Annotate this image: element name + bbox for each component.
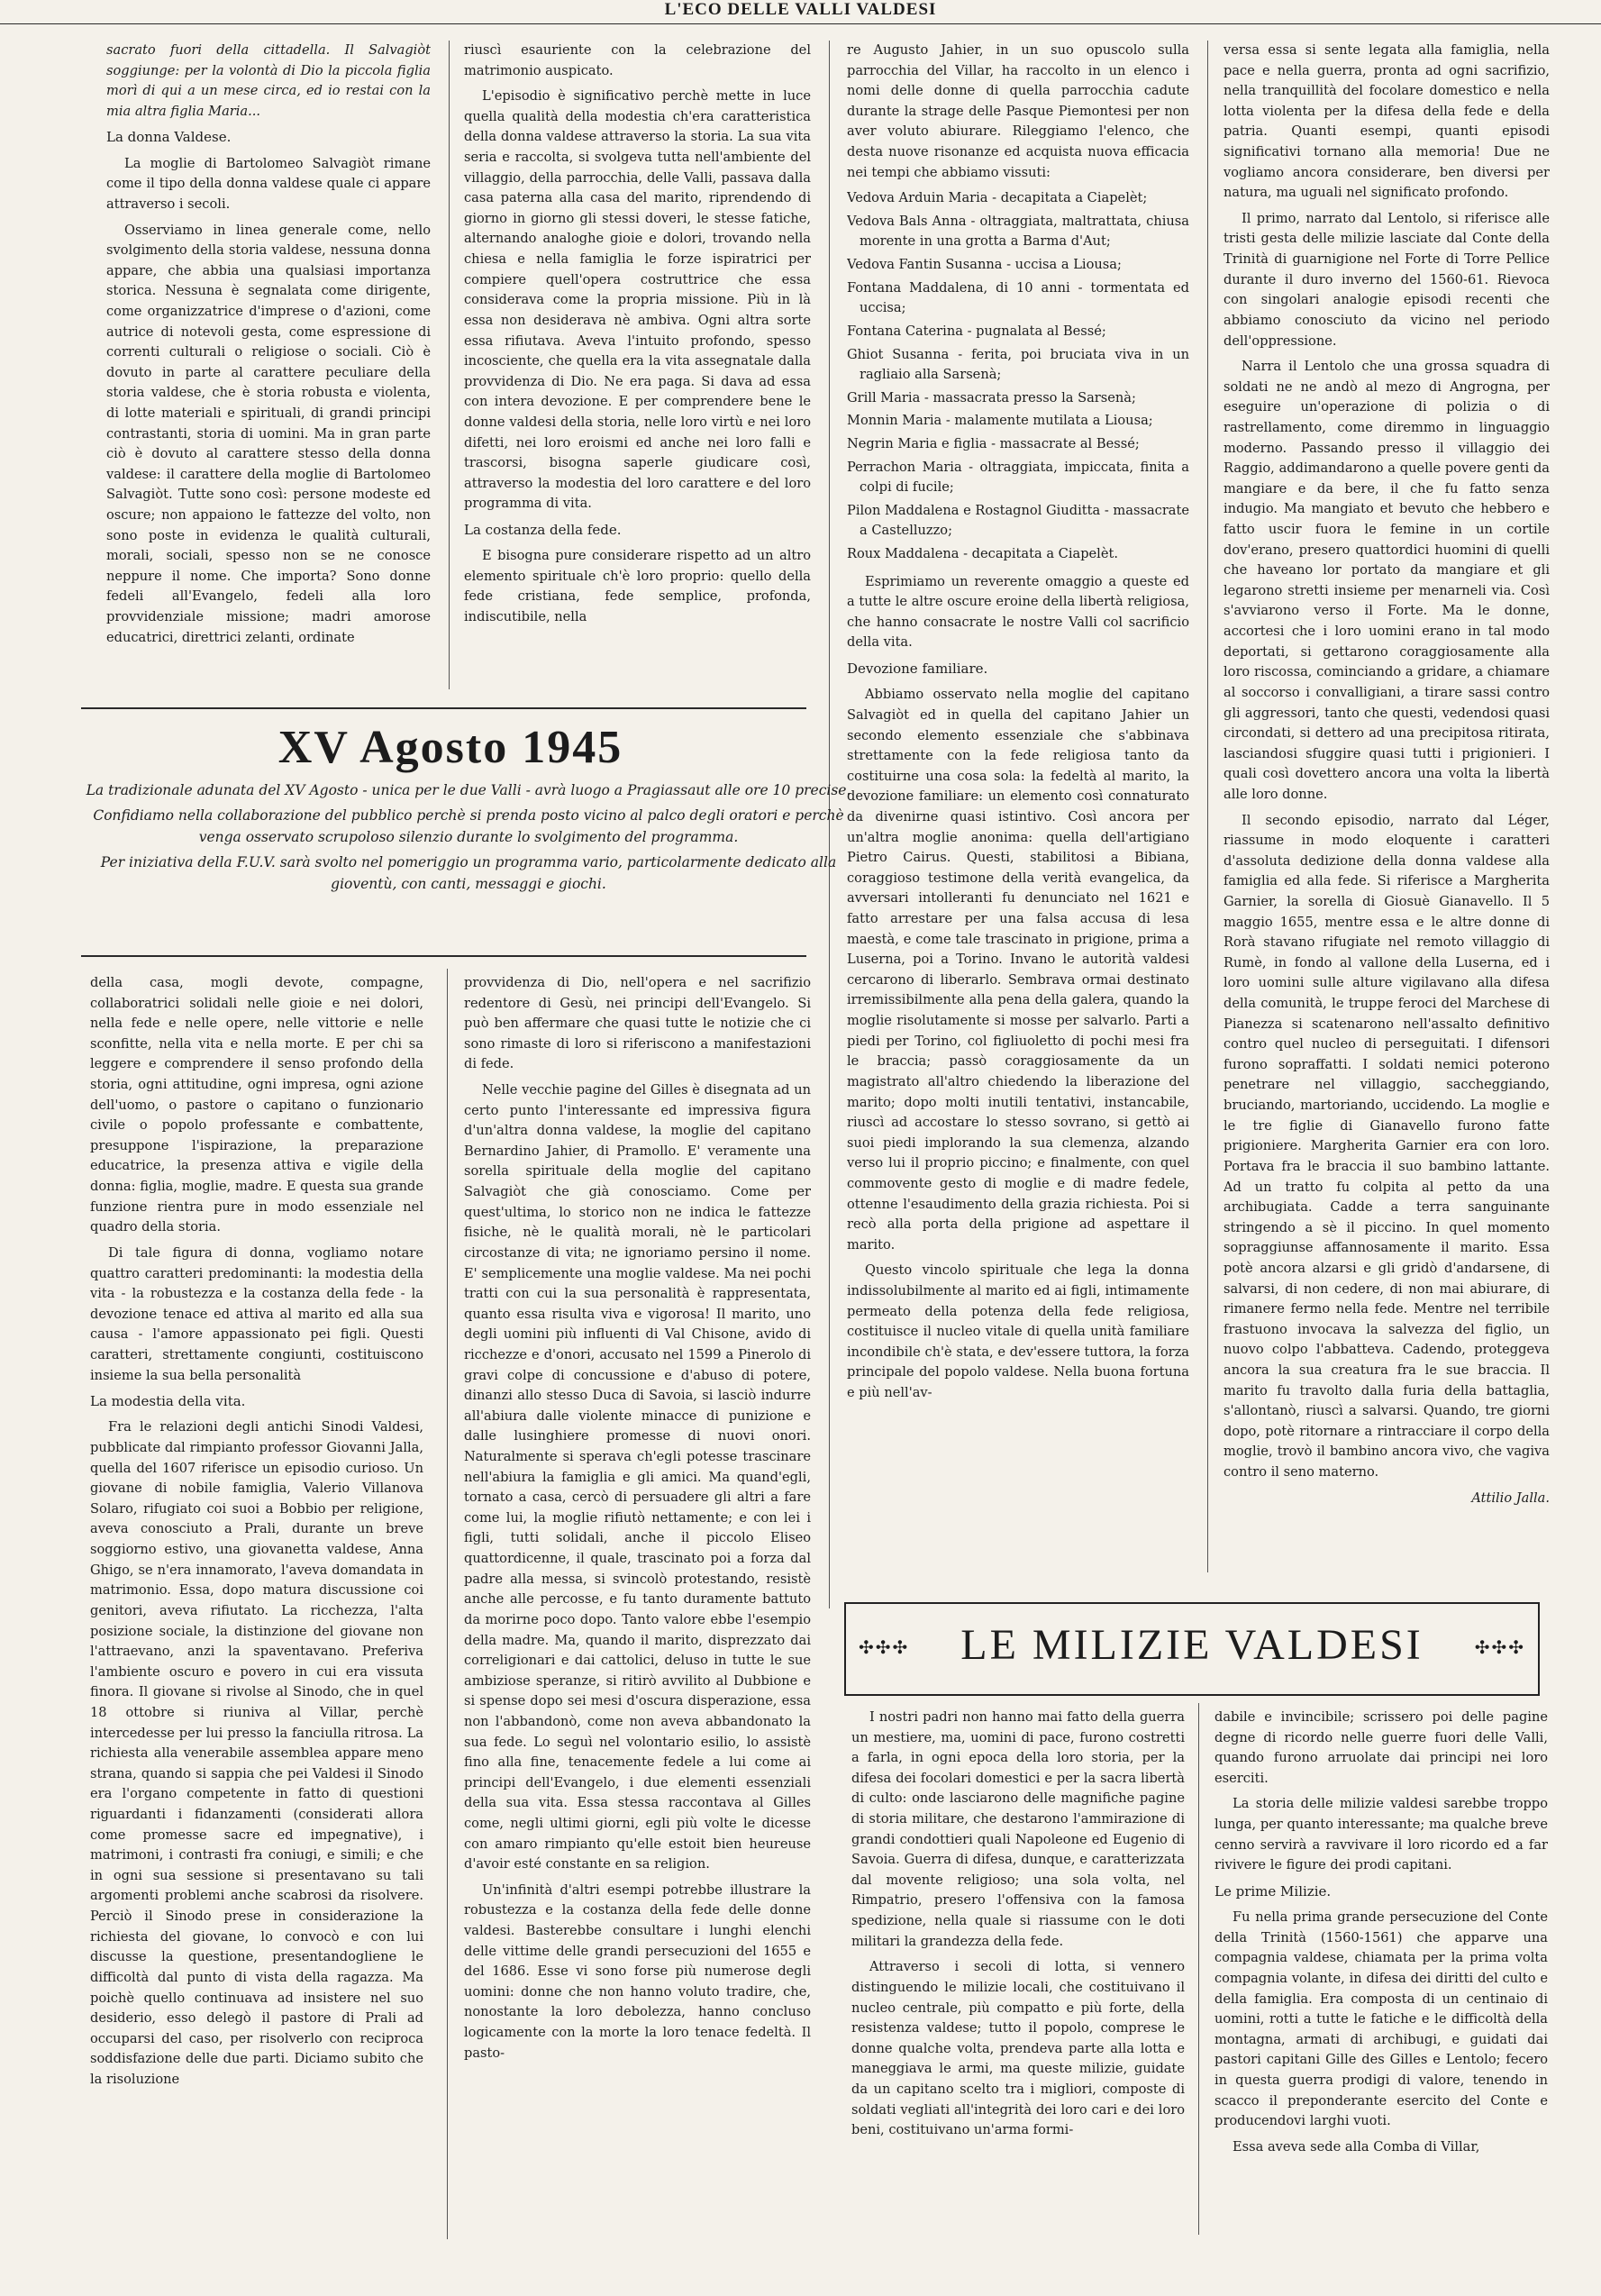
top-column-1	[106, 41, 431, 689]
milizie-title: LE MILIZIE VALDESI	[960, 1621, 1424, 1669]
paragraph: La storia delle milizie valdesi sarebbe troppo lunga, per quanto interessante; ma qualche breve cenno servirà a ravvivare il loro ricordo ed a far rivivere le figure dei prodi capitani.	[1214, 1796, 1548, 1873]
milizie-column-2	[1214, 1708, 1548, 2212]
paragraph: I nostri padri non hanno mai fatto della guerra un mestiere, ma, uomini di pace, furono costretti a farla, in ogni epoca della loro storia, per la difesa dei focolari domestici e per la sacra libertà di culto: onde lasciarono delle magnifiche pagine di storia militare, che destarono l'ammirazione di grandi condottieri quali Napoleone ed Eugenio di Savoia. Guerra di difesa, dunque, e caratterizzata dal movente religioso; una sola volta, nel Rimpatrio, presero l'offensiva con la famosa spedizione, nella quale si riassume con le doti militari la grandezza della fede.	[851, 1709, 1185, 1949]
top-column-3	[847, 41, 1189, 1586]
paragraph: Di tale figura di donna, vogliamo notare quattro caratteri predominanti: la modestia della vita - la robustezza e la costanza della fede - la devozione tenace ed attiva al marito ed alla sua causa - l'amore appassionato pei figli. Questi caratteri, strettamente congiunti, costituiscono insieme la sua bella personalità	[90, 1244, 423, 1383]
victims-list	[847, 188, 1189, 564]
paragraph: La moglie di Bartolomeo Salvagiòt rimane come il tipo della donna valdese quale ci appare attraverso i secoli.	[106, 155, 431, 212]
list-item: Negrin Maria e figlia - massacrate al Bessé;	[847, 435, 1140, 451]
paragraph: Narra il Lentolo che una grossa squadra di soldati ne ne andò al mezo di Angrogna, per eseguire un'operazione di polizia o di rastrellamento, come diremmo in linguaggio moderno. Passando presso il villaggio dei Raggio, addimandarono a quelle povere genti da mangiare e da bere, il che fu fatto senza indugio. Ma mangiato et bevuto che hebbero e fatto uscir fuora le femine in un cortile dov'erano, presero quattordici huomini di quelli che haveano lor portato da mangiare et gli legarono stretti insieme per menarneli via. Così s'avviarono verso il Forte. Ma le donne, accortesi che i loro uomini erano in tal modo deportati, si gettarono coraggiosamente alla loro riscossa, cominciando a gridare, a chiamare al soccorso i convalligiani, a tirare sassi contro gli aggressori, tanto che questi, vedendosi quasi circondati, si dettero ad una precipitosa ritirata, lasciandosi sfuggire quasi tutti i prigionieri. I quali così dovettero ancora una volta la libertà alle loro donne.	[1223, 359, 1550, 802]
paragraph: Questo vincolo spirituale che lega la donna indissolubilmente al marito ed ai figli, intimamente permeato della potenza della fede religiosa, costituisce il nucleo vitale di quella unità familiare incondibile ch'è stata, e dev'essere tuttora, la forza principale del popolo valdese. Nella buona fortuna e più nell'av-	[847, 1262, 1189, 1401]
list-item: Perrachon Maria - oltraggiata, impiccata, finita a colpi di fucile;	[847, 459, 1189, 496]
column-rule	[449, 41, 450, 689]
notice-line: Per iniziativa della F.U.V. sarà svolto nel pomeriggio un programma vario, particolarmente dedicato alla gioventù, con canti, messaggi e giochi.	[100, 854, 837, 893]
list-item: Monnin Maria - malamente mutilata a Liousa;	[847, 413, 1153, 429]
paragraph: versa essa si sente legata alla famiglia, nella pace e nella guerra, pronta ad ogni sacrifizio, nella tranquillità del focolare domestico e nella lotta violenta per la difesa della fede e della patria. Quanti esempi, quanti episodi significativi tornano alla memoria! Due ne vogliamo ancora considerare, ben diversi per natura, ma uguali nel significato profondo.	[1223, 42, 1550, 201]
paragraph: Un'infinità d'altri esempi potrebbe illustrare la robustezza e la costanza della fede delle donne valdesi. Basterebbe consultare i lunghi elenchi delle vittime delle grandi persecuzioni del 1655 e del 1686. Esse vi sono forse più numerose degli uomini: donne che non hanno voluto tradire, che, nonostante la loro debolezza, hanno concluso logicamente con la morte la loro tenace fedeltà. Il pasto-	[464, 1881, 811, 2061]
milizie-column-1	[851, 1708, 1185, 2212]
list-item: Fontana Caterina - pugnalata al Bessé;	[847, 323, 1106, 339]
list-item: Grill Maria - massacrata presso la Sarsenà;	[847, 389, 1136, 405]
list-item: Vedova Fantin Susanna - uccisa a Liousa;	[847, 257, 1122, 273]
list-item: Vedova Arduin Maria - decapitata a Ciapelèt;	[847, 190, 1148, 206]
section-heading: Le prime Milizie.	[1214, 1882, 1332, 1900]
newspaper-masthead: L'ECO DELLE VALLI VALDESI	[664, 0, 937, 19]
section-heading: La donna Valdese.	[106, 129, 232, 146]
paragraph: provvidenza di Dio, nell'opera e nel sacrifizio redentore di Gesù, nei principi dell'Evangelo. Si può ben affermare che quasi tutte le notizie che ci sono rimaste di loro si riferiscono a manifestazioni di fede.	[464, 975, 811, 1072]
column-rule	[1198, 1703, 1199, 2235]
section-heading: La modestia della vita.	[90, 1393, 246, 1410]
paragraph: Il primo, narrato dal Lentolo, si riferisce alle tristi gesta delle milizie lasciate dal Conte della Trinità di guarnigione nel Forte di Torre Pellice durante il duro inverno del 1560-61. Rievoca con singolari analogie episodi recenti che abbiamo conosciuto da vicino nel periodo dell'oppressione.	[1223, 210, 1550, 349]
paragraph: riuscì esauriente con la celebrazione del matrimonio auspicato.	[464, 42, 811, 78]
paragraph: L'episodio è significativo perchè mette in luce quella qualità della modestia ch'era caratteristica della donna valdese attraverso la storia. La sua vita seria e raccolta, si svolgeva tutta nell'ambiente del villaggio, della parrocchia, delle Valli, passava dalla casa paterna alla casa del marito, riprendendo di giorno in giorno gli stessi doveri, le stesse fatiche, alternando analoghe gioie e dolori, trovando nella chiesa e nella famiglia le forze ispiratrici per compiere quell'opera costruttrice che essa considerava come la propria missione. Più in là essa non desiderava nè ambiva. Ogni altra sorte essa rifiutava. Aveva l'intuito profondo, spesso incosciente, che quella era la vita assegnatale dalla provvidenza di Dio. Ne era paga. Si dava ad essa con intera devozione. E per comprendere bene le donne valdesi della storia, nelle loro virtù e nei loro difetti, nei loro eroismi ed anche nei loro falli e trascorsi, bisogna saperle giudicare così, attraverso la modestia del loro carattere e del loro programma di vita.	[464, 88, 811, 512]
section-heading: Devozione familiare.	[847, 661, 988, 678]
paragraph: Nelle vecchie pagine del Gilles è disegnata ad un certo punto l'interessante ed impressiva figura d'un'altra donna valdese, la moglie del capitano Bernardino Jahier, di Pramollo. E' veramente una sorella spirituale della moglie del capitano Salvagiòt che già conosciamo. Come per quest'ultima, lo storico non ne indica le fattezze fisiche, nè le qualità morali, nè le particolari circostanze di vita; ne ignoriamo persino il nome. E' semplicemente una moglie valdese. Ma nei pochi tratti con cui la sua personalità è rappresentata, quanto essa risulta viva e vigorosa! Il marito, uno degli uomini più influenti di Val Chisone, avido di ricchezze e d'onori, accusato nel 1599 a Pinerolo di gravi colpe di concussione e d'abuso di potere, dinanzi allo stesso Duca di Savoia, si lasciò indurre all'abiura dalle violente minacce di punizione e dalle lusinghiere promesse di nuovi onori. Naturalmente si sperava ch'egli potesse trascinare nell'abiura la famiglia e gli amici. Ma quand'egli, tornato a casa, cercò di persuadere gli altri a fare come lui, la moglie rifiutò nettamente; e con lei i figli, tutti solidali, anche il piccolo Eliseo quattordicenne, il quale, trascinato poi a forza dal padre alla messa, si svincolò protestando, resistè anche alle percosse, e fu tanto duramente battuto da morirne poco dopo. Tanto valore ebbe l'esempio della madre. Ma, quando il marito, disprezzato dai correligionari e dai cattolici, deluso in tutte le sue ambiziose speranze, si ritirò avvilito al Dubbione e si spense dopo sei mesi d'oscura disperazione, essa non l'abbandonò, come non aveva abbandonato la sua fede. Lo seguì nel volontario esilio, lo assistè fino alla fine, tenacemente fedele a lui come ai principi dell'Evangelo, i due elementi essenziali della sua vita. Essa stessa raccontava al Gilles come, negli ultimi giorni, egli più volte le dicesse con amaro rimpianto qu'elle estoit bien heureuse d'avoir esté constante en sa religion.	[464, 1082, 811, 1872]
paragraph: Fu nella prima grande persecuzione del Conte della Trinità (1560-1561) che apparve una compagnia valdese, chiamata per la prima volta compagnia volante, in difesa dei diritti del culto e della famiglia. Era composta di un centinaio di uomini, rotti a tutte le fatiche e le difficoltà della montagna, armati di archibugi, e guidati dai pastori capitani Gille des Gilles e Lentolo; fecero in questa guerra prodigi di valore, tenendo in scacco il preponderante esercito del Conte e producendovi larghi vuoti.	[1214, 1909, 1548, 2129]
list-item: Vedova Bals Anna - oltraggiata, maltrattata, chiusa morente in una grotta a Barma d'Aut;	[847, 213, 1189, 250]
paragraph: Esprimiamo un reverente omaggio a queste ed a tutte le altre oscure eroine della libertà religiosa, che hanno consacrate le nostre Valli col sacrificio della vita.	[847, 573, 1189, 651]
list-item: Fontana Maddalena, di 10 anni - tormentata ed uccisa;	[847, 279, 1189, 316]
notice-line: La tradizionale adunata del XV Agosto - unica per le due Valli - avrà luogo a Pragiassaut alle ore 10 precise.	[86, 782, 851, 798]
top-column-2	[464, 41, 811, 689]
intro-paragraph: sacrato fuori della cittadella. Il Salvagiòt soggiunge: per la volontà di Dio la piccola figlia morì di qui a un mese circa, ed io restai con la mia altra figlia Maria...	[106, 42, 431, 119]
paragraph: Abbiamo osservato nella moglie del capitano Salvagiòt ed in quella del capitano Jahier un secondo elemento essenziale che s'abbinava strettamente con la fede religiosa tanto da costituirne una cosa sola: la fedeltà al marito, la devozione familiare: un elemento così connaturato da divenirne quasi istintivo. Così ancora per un'altra moglie anonima: quella dell'artigiano Pietro Cairus. Questi, stabilitosi a Bibiana, coraggioso testimone della verità evangelica, da avversari intolleranti fu denunciato nel 1621 e fatto arrestare per una falsa accusa di lesa maestà, e come tale trascinato in prigione, prima a Luserna, poi a Torino. Invano le autorità valdesi cercarono di liberarlo. Sembrava ormai destinato irremissibilmente alla pena della galera, quando la moglie risolutamente si mosse per salvarlo. Parti a piedi per Torino, col figliuoletto di pochi mesi fra le braccia; passò coraggiosamente da un magistrato all'altro chiedendo la liberazione del marito; dopo molti inutili tentativi, instancabile, riuscì ad accostare lo stesso sovrano, si gettò ai suoi piedi implorando la sua clemenza, alzando verso lui il proprio piccino; e finalmente, con quel commovente gesto di moglie e di madre fedele, ottenne l'esaudimento della grazia richiesta. Poi si recò alla porta della prigione ad aspettare il marito.	[847, 687, 1189, 1253]
list-item: Pilon Maddalena e Rostagnol Giuditta - massacrate a Castelluzzo;	[847, 502, 1189, 539]
top-column-4	[1223, 41, 1550, 1572]
bottom-column-1	[90, 973, 423, 2199]
section-heading: La costanza della fede.	[464, 522, 622, 539]
paragraph: dabile e invincibile; scrissero poi delle pagine degne di ricordo nelle guerre fuori delle Valli, quando furono arruolate dai principi nei loro eserciti.	[1214, 1709, 1548, 1786]
ornament-icon: ✣✣✣	[1474, 1636, 1525, 1658]
author-signature: Attilio Jalla.	[1471, 1490, 1550, 1506]
paragraph: E bisogna pure considerare rispetto ad un altro elemento spirituale ch'è loro proprio: quello della fede cristiana, fede semplice, profonda, indiscutibile, nella	[464, 548, 811, 625]
paragraph: Essa aveva sede alla Comba di Villar,	[1233, 2138, 1480, 2155]
paragraph: Fra le relazioni degli antichi Sinodi Valdesi, pubblicate dal rimpianto professor Giovanni Jalla, quella del 1607 riferisce un episodio curioso. Un giovane di nobile famiglia, Valerio Villanova Solaro, rifugiato coi suoi a Bobbio per religione, aveva conosciuto a Prali, durante un breve soggiorno estivo, una giovanetta valdese, Anna Ghigo, se n'era innamorato, l'aveva domandata in matrimonio. Essa, dopo matura discussione coi genitori, aveva rifiutato. La ricchezza, l'alta posizione sociale, la distinzione del giovane non l'attraevano, anzi la spaventavano. Preferiva l'ambiente oscuro e povero in cui era vissuta finora. Il giovane si rivolse al Sinodo, che in quel 18 ottobre si riuniva al Villar, perchè intercedesse per lui presso la fanciulla ritrosa. La richiesta alla venerabile assemblea appare meno strana, quando si sappia che pei Valdesi il Sinodo era l'organo competente in fatto di questioni riguardanti i fidanzamenti (considerati allora come promesse sacre ed impegnative), i matrimoni, i contrasti fra coniugi, e simili; e che in ogni sua sessione si presentavano su tali argomenti problemi anche scabrosi da risolvere. Perciò il Sinodo prese in considerazione la richiesta del giovane, lo convocò e con lui discusse la questione, presentandogliene le difficoltà dal punto di vista della ragazza. Ma poichè quello continuava ad insistere nel suo desiderio, esso delegò il pastore di Prali ad occuparsi del caso, per risolverlo con reciproca soddisfazione delle due parti. Diciamo subito che la risoluzione	[90, 1419, 423, 2087]
banner-notice	[81, 779, 856, 898]
paragraph: re Augusto Jahier, in un suo opuscolo sulla parrocchia del Villar, ha raccolto in un elenco i nomi delle donne di quella parrocchia cadute durante la strage delle Pasque Piemontesi per non aver voluto abiurare. Rileggiamo l'elenco, che desta nuove risonanze ed acquista nuova efficacia nei tempi che abbiamo vissuti:	[847, 42, 1189, 180]
banner-rule-bottom	[81, 955, 806, 957]
column-rule	[447, 969, 448, 2239]
notice-line: Confidiamo nella collaborazione del pubblico perchè si prenda posto vicino al palco degli oratori e perchè venga osservato scrupoloso silenzio durante lo svolgimento del programma.	[93, 807, 844, 846]
milizie-title-box	[844, 1602, 1540, 1696]
paragraph: Attraverso i secoli di lotta, si vennero distinguendo le milizie locali, che costituivano il nucleo centrale, più compatto e più forte, della resistenza valdese; tutto il popolo, comprese le donne qualche volta, prendeva parte alla lotta e maneggiava le armi, ma queste milizie, guidate da un capitano scelto tra i migliori, composte di soldati vegliati all'integrità dei loro cari e dei loro beni, costituivano un'arma formi-	[851, 1959, 1185, 2138]
banner-title: XV Agosto 1945	[277, 722, 623, 773]
column-rule	[1207, 41, 1208, 1572]
masthead-rule	[0, 23, 1601, 24]
paragraph: Il secondo episodio, narrato dal Léger, riassume in modo eloquente i caratteri d'assoluta dedizione della donna valdese alla famiglia ed alla fede. Si riferisce a Margherita Garnier, la sorella di Giosuè Gianavello. Il 5 maggio 1655, mentre essa e le altre donne di Rorà stavano rifugiate nel remoto villaggio di Rumè, in fondo al vallone della Luserna, ed i loro uomini sulle alture vigilavano alla difesa della comunità, le truppe feroci del Marchese di Pianezza si scatenarono nell'assalto definitivo contro quel nucleo di perseguitati. I difensori furono sopraffatti. I soldati nemici poterono penetrare nel villaggio, saccheggiando, bruciando, martoriando, uccidendo. La moglie e le tre figlie di Gianavello furono fatte prigioniere. Margherita Garnier era con loro. Portava fra le braccia il suo bambino lattante. Ad un tratto fu colpita al petto da una archibugiata. Cadde a terra sanguinante stringendo a sè il piccino. In quel momento sopraggiunse affannosamente il marito. Essa potè ancora alzarsi e gli gridò d'andarsene, di salvarsi, di non cedere, di non mai abiurare, di rimanere fermo nella fede. Mentre nel terribile frastuono invocava la salvezza del figlio, un nuovo colpo l'abbatteva. Cadendo, proteggeva ancora la sua creatura fra le sue braccia. Il marito fu travolto dalla furia della battaglia, s'allontanò, riuscì a salvarsi. Quando, tre giorni dopo, potè ritornare a rintracciare il corpo della moglie, trovò il bambino ancora vivo, che vagiva contro il seno materno.	[1223, 812, 1550, 1481]
list-item: Ghiot Susanna - ferita, poi bruciata viva in un ragliaio alla Sarsenà;	[847, 346, 1189, 383]
list-item: Roux Maddalena - decapitata a Ciapelèt.	[847, 546, 1118, 562]
paragraph: della casa, mogli devote, compagne, collaboratrici solidali nelle gioie e nei dolori, nella fede e nelle opere, nelle vittorie e nelle sconfitte, nella vita e nella morte. E per chi sa leggere e comprendere il senso profondo della storia, ogni attitudine, ogni impresa, ogni azione dell'uomo, o pastore o capitano o funzionario civile o popolo professante e combattente, presuppone l'ispirazione, la preparazione educatrice, la presenza attiva e vigile della donna: figlia, moglie, madre. E questa sua grande funzione rientra pure in modo essenziale nel quadro della storia.	[90, 975, 423, 1235]
bottom-column-2	[464, 973, 811, 2199]
banner-rule-top	[81, 707, 806, 709]
ornament-icon: ✣✣✣	[859, 1636, 910, 1658]
paragraph: Osserviamo in linea generale come, nello svolgimento della storia valdese, nessuna donna appare, che abbia una qualsiasi importanza storica. Nessuna è segnalata come dirigente, come organizzatrice d'imprese o d'azioni, come autrice di notevoli gesta, come espressione di correnti culturali o religiose o sociali. Ciò è dovuto in parte al carattere peculiare della storia valdese, che è storia robusta e violenta, di lotte materiali e spirituali, di grandi principi contrastanti, storia di uomini. Ma in gran parte ciò è dovuto al carattere stesso della donna valdese: il carattere della moglie di Bartolomeo Salvagiòt. Tutte sono così: persone modeste ed oscure; non appaiono le fattezze del volto, non sono poste in evidenza le qualità culturali, morali, sociali, spesso non se ne conosce neppure il nome. Che importa? Sono donne fedeli all'Evangelo, fedeli alla loro provvidenziale missione; madri amorose educatrici, direttrici zelanti, ordinate	[106, 222, 431, 645]
